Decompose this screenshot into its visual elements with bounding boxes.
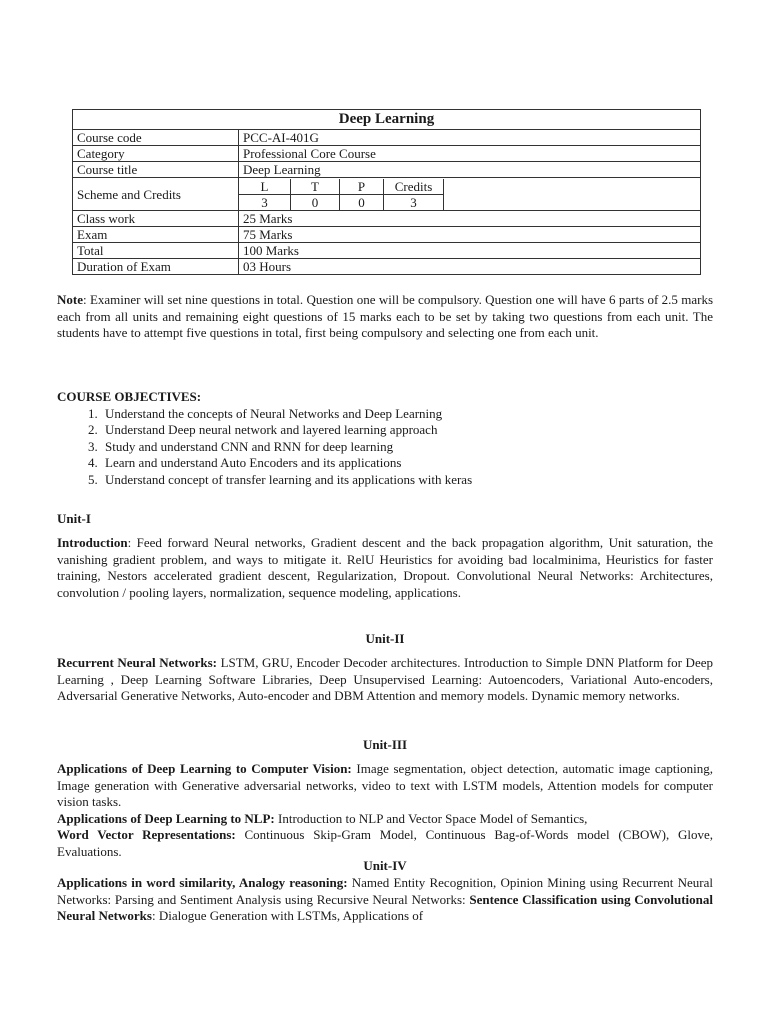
table-row — [73, 243, 701, 259]
scheme-header-t: T — [291, 179, 340, 195]
list-item: 3. Study and understand CNN and RNN for deep learning — [101, 439, 713, 456]
note-paragraph — [57, 292, 713, 342]
row-label: Exam — [73, 227, 239, 243]
row-label: Scheme and Credits — [73, 178, 239, 211]
row-value: 03 Hours — [239, 259, 701, 275]
table-row — [73, 227, 701, 243]
scheme-header-l: L — [239, 179, 291, 195]
row-label: Course code — [73, 130, 239, 146]
unit-2-heading: Unit-II — [365, 631, 405, 646]
row-value: Professional Core Course — [239, 146, 701, 162]
unit-2-paragraph: Recurrent Neural Networks: LSTM, GRU, Encoder Decoder architectures. Introduction to Simple DNN Platform for Deep Learning , Deep Learning Software Libraries, Deep Unsupervised Learning: Autoencoders, Variational Auto-encoders, Adversarial Generative Networks, Auto-encoder and DBM Attention and memory models. Dynamic memory networks. — [57, 655, 713, 703]
scheme-header-p: P — [340, 179, 384, 195]
list-item: 4. Learn and understand Auto Encoders and its applications — [101, 455, 713, 472]
table-row — [73, 162, 701, 178]
scheme-value-l: 3 — [239, 194, 291, 210]
list-item: 2. Understand Deep neural network and layered learning approach — [101, 422, 713, 439]
note-label: Note — [57, 292, 83, 307]
unit-3-heading: Unit-III — [362, 737, 408, 752]
course-objectives — [57, 389, 713, 488]
row-label: Course title — [73, 162, 239, 178]
scheme-value-p: 0 — [340, 194, 384, 210]
row-label: Category — [73, 146, 239, 162]
table-row — [73, 130, 701, 146]
scheme-cell — [239, 178, 701, 211]
scheme-value-credits: 3 — [384, 194, 444, 210]
row-label: Duration of Exam — [73, 259, 239, 275]
row-label: Total — [73, 243, 239, 259]
scheme-value-t: 0 — [291, 194, 340, 210]
table-row — [73, 259, 701, 275]
unit-1-paragraph: Introduction: Feed forward Neural networks, Gradient descent and the back propagation algorithm, Unit saturation, the vanishing gradient problem, and ways to mitigate it. RelU Heuristics for avoiding bad localminima, Heuristics for faster training, Nestors accelerated gradient descent, Regularization, Dropout. Convolutional Neural Networks: Architectures, convolution / pooling layers, normalization, sequence modeling, applications. — [57, 535, 713, 600]
row-value: 25 Marks — [239, 211, 701, 227]
table-row — [73, 146, 701, 162]
scheme-table — [239, 179, 444, 210]
list-item: 1. Understand the concepts of Neural Networks and Deep Learning — [101, 406, 713, 423]
table-title: Deep Learning — [73, 110, 701, 130]
unit-3-paragraph: Applications of Deep Learning to Computer Vision: Image segmentation, object detection, automatic image captioning, Image generation with Generative adversarial networks, video to text with LSTM models, Attention models for computer vision tasks. Applications of Deep Learning to NLP: Introduction to NLP and Vector Space Model of Semantics, Word Vector Representations: Continuous Skip-Gram Model, Continuous Bag-of-Words model (CBOW), Glove, Evaluations. — [57, 761, 714, 859]
unit-4-paragraph: Applications in word similarity, Analogy reasoning: Named Entity Recognition, Opinion Mining using Recurrent Neural Networks: Parsing and Sentiment Analysis using Recursive Neural Networks: Sentence Classification using Convolutional Neural Networks: Dialogue Generation with LSTMs, Applications of — [57, 875, 714, 923]
row-value: Deep Learning — [239, 162, 701, 178]
list-item: 5. Understand concept of transfer learning and its applications with keras — [101, 472, 713, 489]
note-text: : Examiner will set nine questions in total. Question one will be compulsory. Question one will have 6 parts of 2.5 marks each from all units and remaining eight questions of 15 marks each to be set by taking two questions from each unit. The students have to attempt five questions in total, first being compulsory and selecting one from each unit. — [57, 292, 713, 340]
scheme-header-credits: Credits — [384, 179, 444, 195]
row-value: 100 Marks — [239, 243, 701, 259]
row-value: 75 Marks — [239, 227, 701, 243]
unit-1-heading: Unit-I — [57, 511, 91, 526]
row-value: PCC-AI-401G — [239, 130, 701, 146]
table-row — [73, 211, 701, 227]
objectives-list — [57, 406, 713, 489]
unit-4-heading: Unit-IV — [363, 858, 407, 873]
course-info-table — [72, 109, 701, 275]
row-label: Class work — [73, 211, 239, 227]
scheme-row — [73, 178, 701, 211]
objectives-heading: COURSE OBJECTIVES: — [57, 389, 202, 404]
